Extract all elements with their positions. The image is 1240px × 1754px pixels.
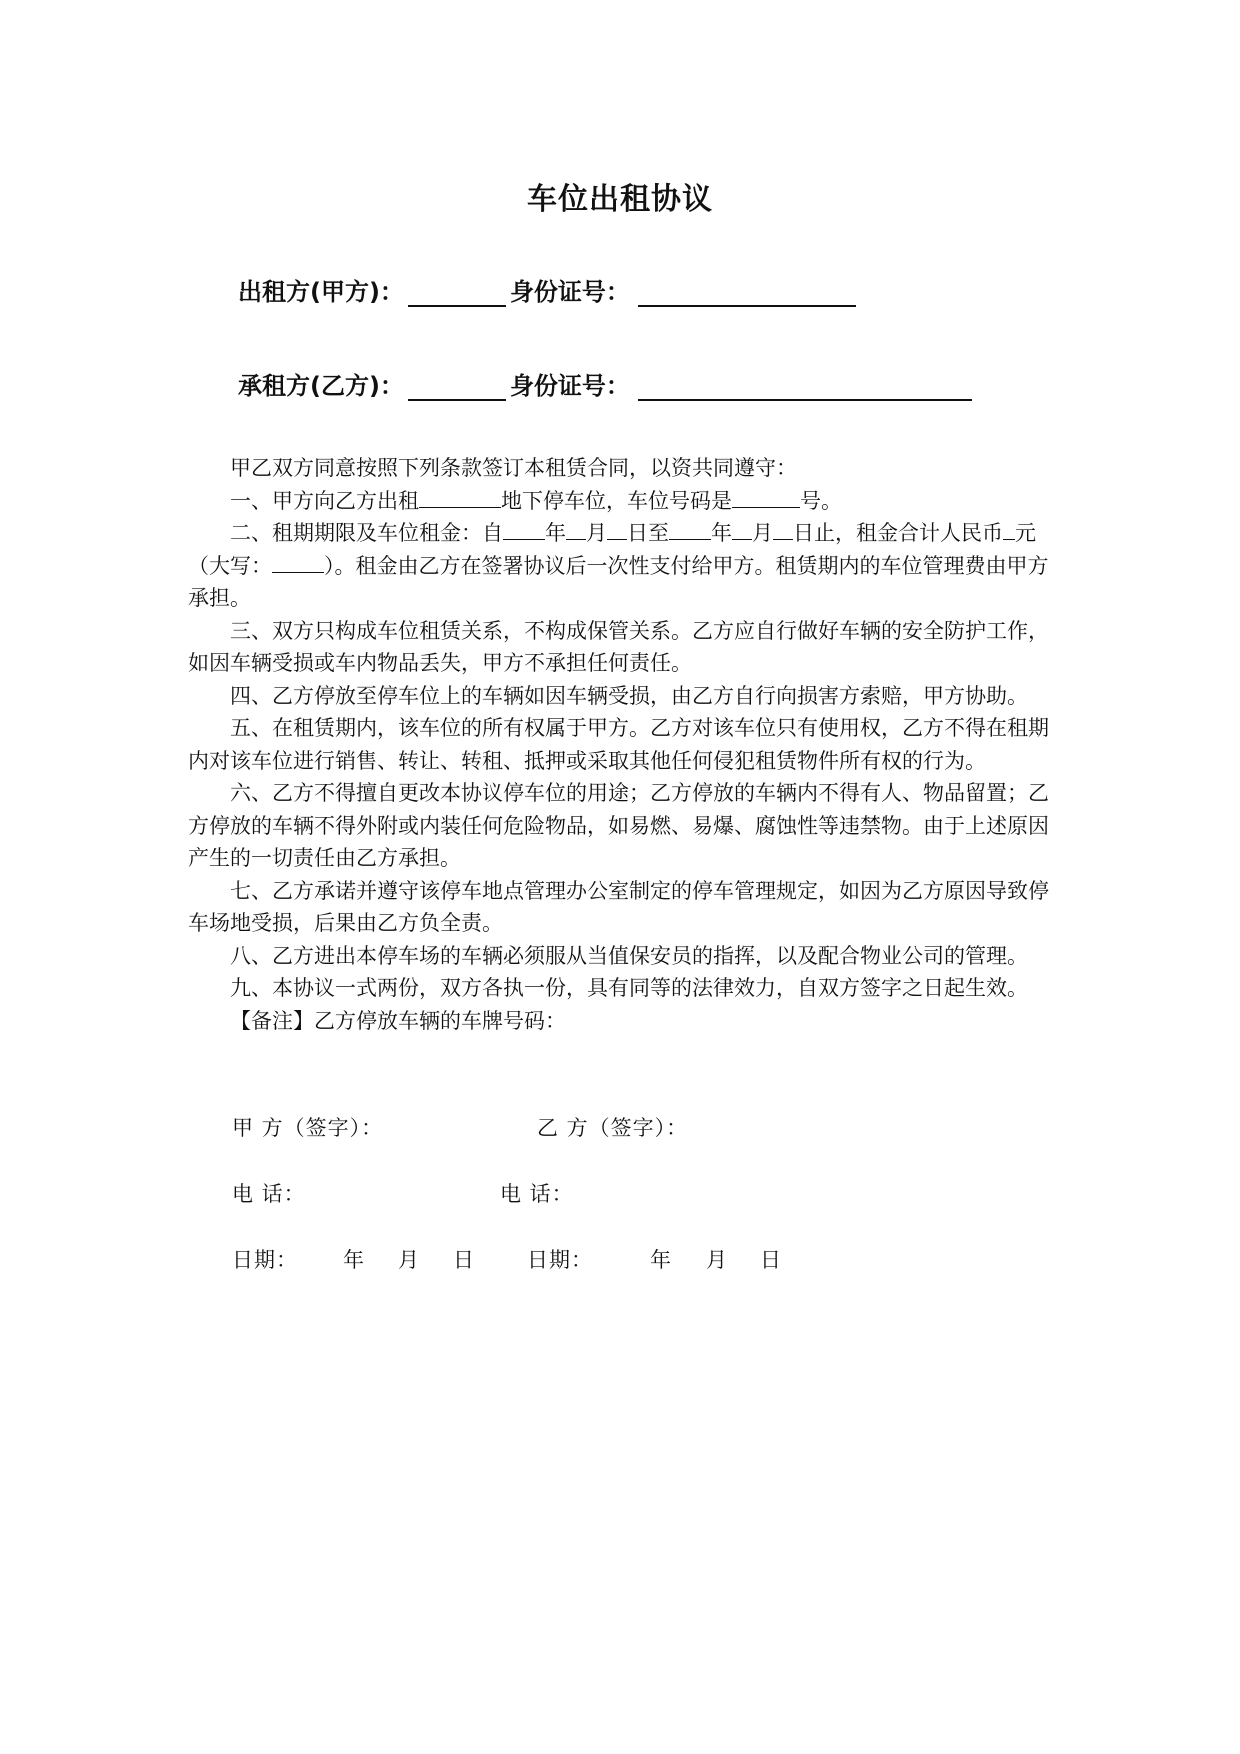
clause-9: 九、本协议一式两份，双方各执一份，具有同等的法律效力，自双方签字之日起生效。 [230, 976, 1028, 1000]
lessor-line [238, 272, 860, 307]
lessee-id-label: 身份证号： [509, 372, 630, 400]
lessor-id-label: 身份证号： [509, 278, 630, 306]
license-plate-note: 【备注】乙方停放车辆的车牌号码： [230, 1008, 566, 1033]
start-month-blank [566, 519, 586, 540]
clause-8: 八、乙方进出本停车场的车辆必须服从当值保安员的指挥，以及配合物业公司的管理。 [230, 943, 1028, 968]
lessee-label: 承租方(乙方)： [238, 372, 404, 400]
party-b-phone-label: 电 话： [500, 1182, 574, 1206]
clause-4: 四、乙方停放至停车位上的车辆如因车辆受损，由乙方自行向损害方索赔，甲方协助。 [230, 683, 1028, 708]
clause-5: 五、在租赁期内，该车位的所有权属于甲方。乙方对该车位只有使用权，乙方不得在租期内对该车位进行销售、转让、转租、抵押或采取其他任何侵犯租赁物件所有权的行为。 [188, 716, 1049, 773]
party-a-date-label: 日期： [232, 1248, 298, 1272]
parking-number-blank [732, 487, 800, 508]
party-b-date-label: 日期： [527, 1248, 593, 1272]
end-day-blank [773, 519, 793, 540]
party-a-date-month: 月 [398, 1248, 420, 1272]
rent-amount-blank [1003, 519, 1015, 540]
party-b-date-month: 月 [706, 1248, 728, 1272]
contract-body [188, 452, 1068, 1037]
start-year-blank [503, 519, 545, 540]
lessor-id-blank [638, 279, 856, 307]
end-month-blank [732, 519, 752, 540]
party-b-date-year: 年 [650, 1248, 672, 1272]
clause-3: 三、双方只构成车位租赁关系，不构成保管关系。乙方应自行做好车辆的安全防护工作，如因车辆受损或车内物品丢失，甲方不承担任何责任。 [188, 618, 1049, 675]
party-a-signature-label: 甲 方（签字）： [232, 1116, 384, 1140]
party-a-date-year: 年 [343, 1248, 365, 1272]
end-year-blank [669, 519, 711, 540]
party-a-date-day: 日 [453, 1248, 475, 1272]
clause-7: 七、乙方承诺并遵守该停车地点管理办公室制定的停车管理规定，如因为乙方原因导致停车场地受损，后果由乙方负全责。 [188, 878, 1049, 935]
clause-2: 二、租期期限及车位租金：自 年 月 日至 年 月 日止，租金合计人民币 元（大写： ）。租金由乙方在签署协议后一次性支付给甲方。租赁期内的车位管理费由甲方承担。 [188, 521, 1049, 610]
lessor-label: 出租方(甲方)： [238, 278, 404, 306]
clause-6: 六、乙方不得擅自更改本协议停车位的用途；乙方停放的车辆内不得有人、物品留置；乙方停放的车辆不得外附或内装任何危险物品，如易燃、易爆、腐蚀性等违禁物。由于上述原因产生的一切责任由乙方承担。 [188, 781, 1049, 870]
parking-location-blank [419, 487, 501, 508]
lessor-name-blank [408, 279, 506, 307]
start-day-blank [607, 519, 627, 540]
document-title: 车位出租协议 [527, 182, 713, 217]
intro-paragraph: 甲乙双方同意按照下列条款签订本租赁合同，以资共同遵守： [230, 456, 797, 480]
clause-1: 一、甲方向乙方出租 地下停车位，车位号码是 号。 [230, 488, 842, 513]
party-b-signature-label: 乙 方（签字）： [537, 1116, 689, 1140]
lessee-name-blank [408, 373, 506, 401]
party-a-phone-label: 电 话： [232, 1182, 306, 1206]
party-b-date-day: 日 [760, 1248, 782, 1272]
lessee-id-blank [638, 373, 972, 401]
rent-uppercase-blank [272, 552, 324, 573]
lessee-line [238, 366, 976, 401]
